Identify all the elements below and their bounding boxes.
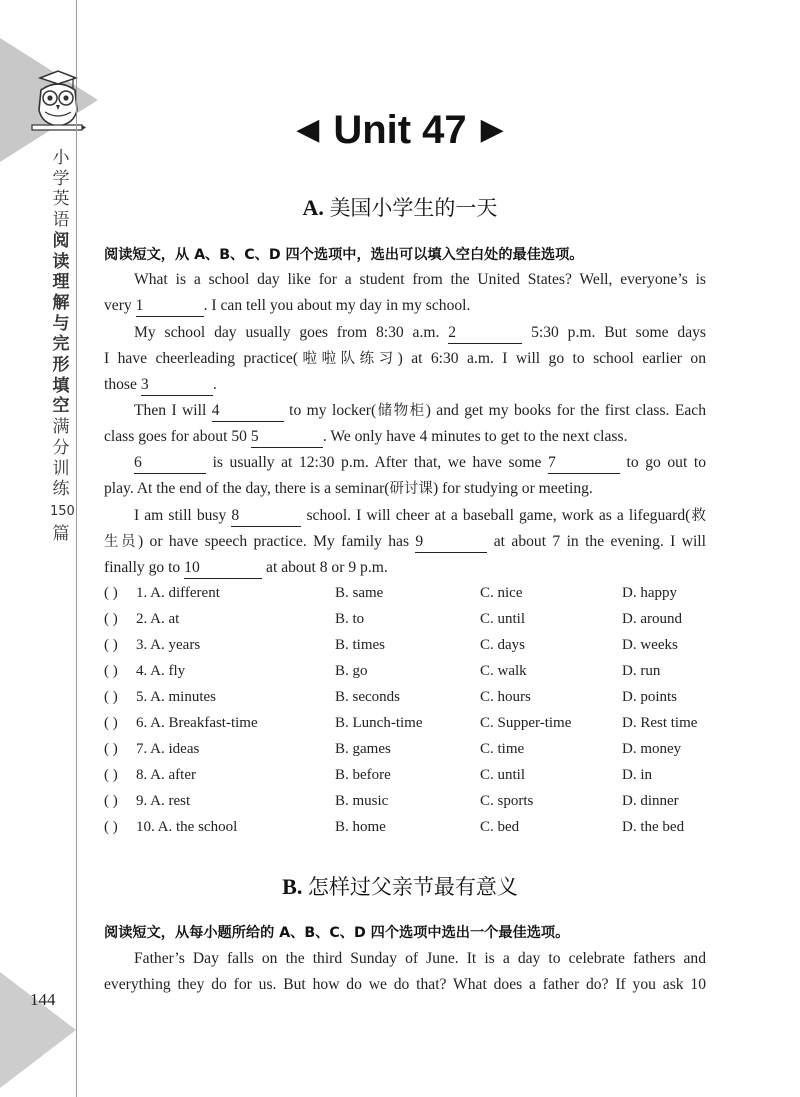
blank-4: 4 [212, 401, 284, 422]
blank-7: 7 [548, 453, 620, 474]
passage-line: finally go to 10 at about 8 or 9 p.m. [104, 555, 706, 581]
blank-10: 10 [184, 558, 262, 579]
sidebar [0, 0, 80, 1097]
answer-paren[interactable]: ( ) [104, 819, 118, 835]
question-row: ( ) 10. A. the school B. home C. bed D. the bed [104, 819, 685, 835]
blank-6: 6 [134, 453, 206, 474]
left-arrow-icon: ◀ [296, 113, 320, 146]
passage-line: What is a school day like for a student from the United States? Well, everyone’s is [134, 271, 706, 288]
passage-line: My school day usually goes from 8:30 a.m. 2 5:30 p.m. But some days [104, 320, 706, 346]
sidebar-divider-line [76, 0, 77, 1097]
answer-paren[interactable]: ( ) [104, 767, 118, 783]
question-row: ( ) 7. A. ideas B. games C. time D. money [104, 741, 682, 757]
unit-title-text: Unit 47 [333, 108, 467, 152]
passage-line: I have cheerleading practice(啦啦队练习) at 6:30 a.m. I will go to school earlier on [104, 350, 707, 367]
right-arrow-icon: ▶ [480, 113, 504, 146]
page-number: 144 [30, 990, 56, 1009]
passage-line: play. At the end of the day, there is a seminar(研讨课) for studying or meeting. [104, 480, 593, 497]
blank-5: 5 [251, 427, 323, 448]
answer-paren[interactable]: ( ) [104, 715, 118, 731]
passage-line: I am still busy 8 school. I will cheer at a baseball game, work as a lifeguard(救 [104, 503, 706, 529]
question-row: ( ) 8. A. after B. before C. until D. in [104, 767, 652, 783]
answer-paren[interactable]: ( ) [104, 611, 118, 627]
passage-line: those 3 . [104, 372, 706, 398]
answer-paren[interactable]: ( ) [104, 637, 118, 653]
blank-2: 2 [448, 323, 522, 344]
passage-line: 生员) or have speech practice. My family has 9 at about 7 in the evening. I will [104, 529, 706, 555]
question-row: ( ) 3. A. years B. times C. days D. weeks [104, 637, 678, 653]
question-row: ( ) 9. A. rest B. music C. sports D. dinner [104, 793, 679, 809]
answer-paren[interactable]: ( ) [104, 663, 118, 679]
blank-8: 8 [231, 506, 301, 527]
blank-3: 3 [141, 375, 213, 396]
passage-line: Then I will 4 to my locker(储物柜) and get my books for the first class. Each [104, 398, 706, 424]
question-row: ( ) 2. A. at B. to C. until D. around [104, 611, 682, 627]
answer-paren[interactable]: ( ) [104, 793, 118, 809]
passage-line: everything they do for us. But how do we do that? What does a father do? If you ask 10 [104, 976, 706, 993]
section-b-instruction: 阅读短文，从每小题所给的 A、B、C、D 四个选项中选出一个最佳选项。 [104, 925, 570, 941]
passage-line: very 1 . I can tell you about my day in my school. [104, 293, 706, 319]
question-row: ( ) 6. A. Breakfast-time B. Lunch-time C. Supper-time D. Rest time [104, 715, 698, 731]
section-a-title: A. 美国小学生的一天 [302, 195, 498, 220]
section-a-instruction: 阅读短文，从 A、B、C、D 四个选项中，选出可以填入空白处的最佳选项。 [104, 247, 584, 263]
answer-paren[interactable]: ( ) [104, 689, 118, 705]
unit-title [0, 108, 800, 153]
answer-paren[interactable]: ( ) [104, 741, 118, 757]
section-b-title: B. 怎样过父亲节最有意义 [282, 874, 518, 899]
blank-9: 9 [415, 532, 487, 553]
blank-1: 1 [136, 296, 204, 317]
passage-line: Father’s Day falls on the third Sunday of June. It is a day to celebrate fathers and [134, 950, 706, 967]
passage-line: class goes for about 50 5 . We only have 4 minutes to get to the next class. [104, 424, 706, 450]
answer-paren[interactable]: ( ) [104, 585, 118, 601]
question-row: ( ) 4. A. fly B. go C. walk D. run [104, 663, 661, 679]
passage-line: 6 is usually at 12:30 p.m. After that, we have some 7 to go out to [104, 450, 706, 476]
series-title: 小 学 英 语 阅 读 理 解 与 完 形 填 空 满 分 训 练 150 篇 [50, 148, 75, 544]
question-row: ( ) 5. A. minutes B. seconds C. hours D. points [104, 689, 678, 705]
question-row: ( ) 1. A. different B. same C. nice D. happy [104, 585, 677, 601]
